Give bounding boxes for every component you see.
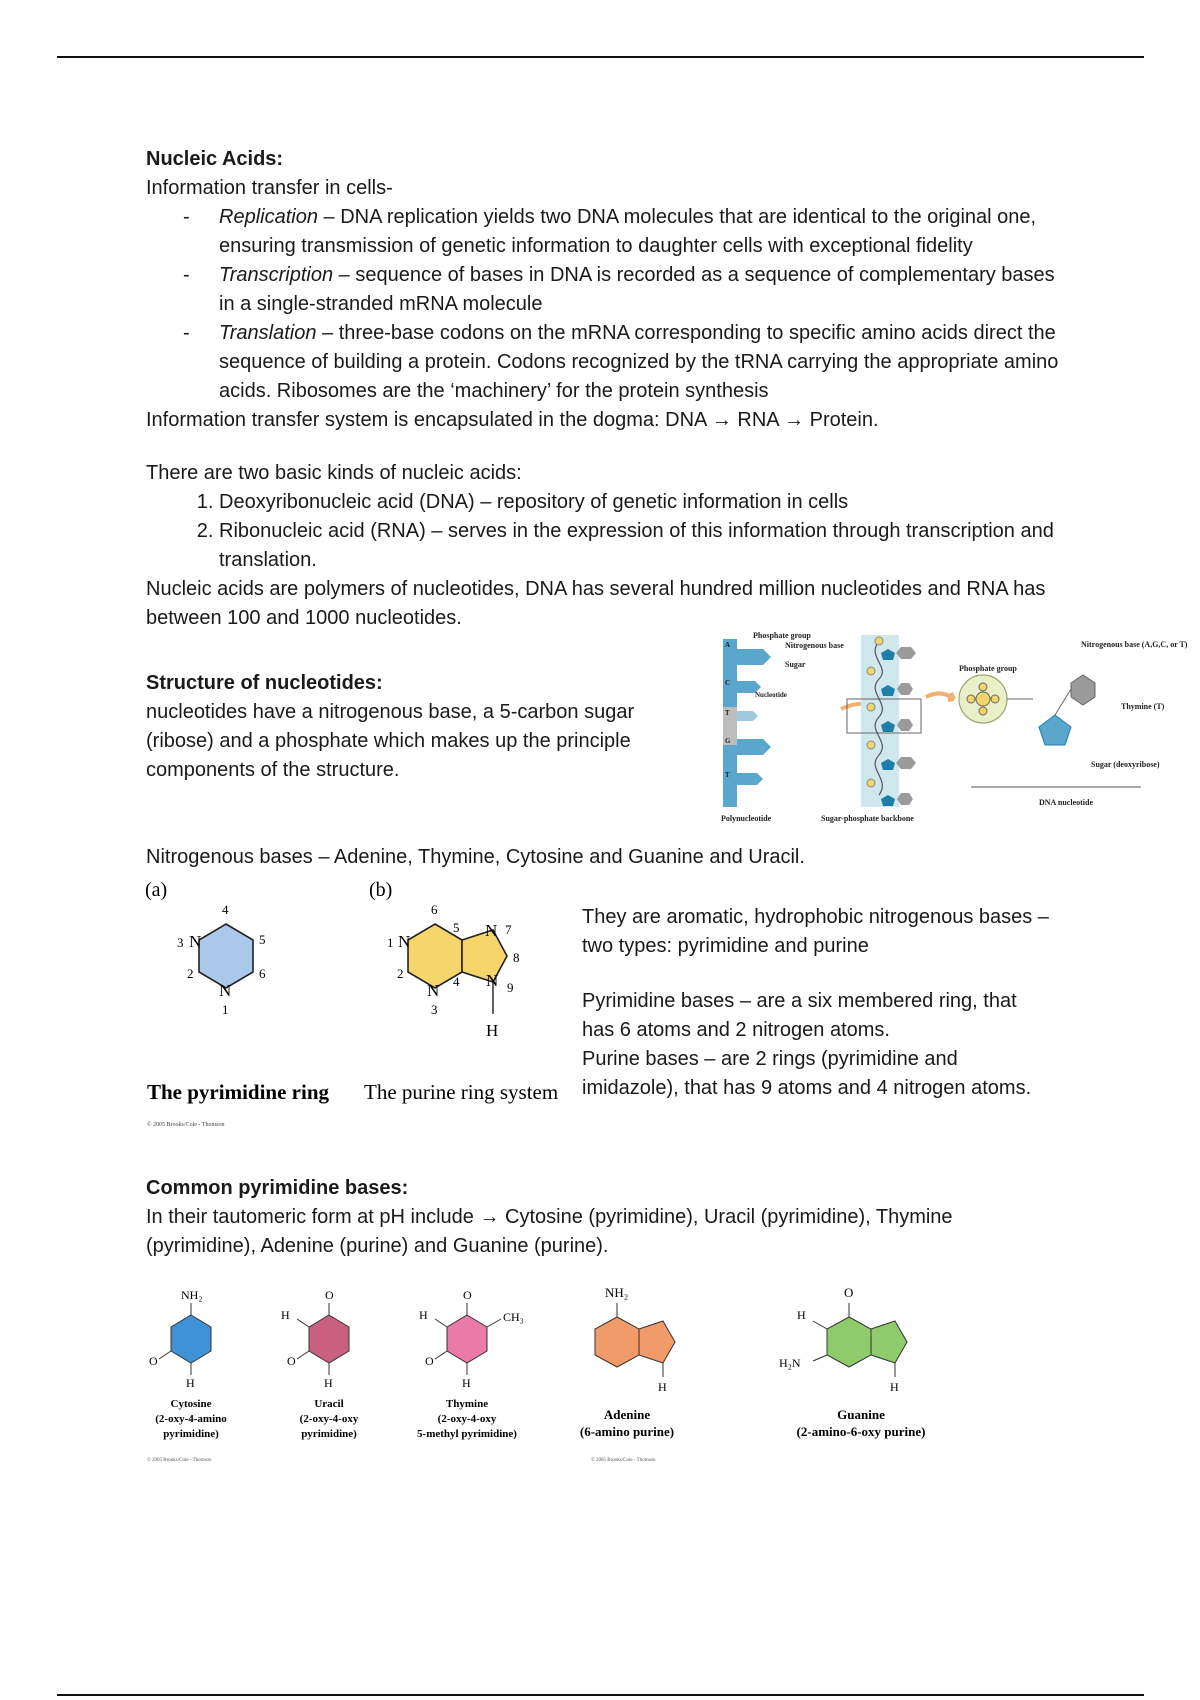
kinds-list [146, 488, 1066, 575]
thymine-detail [1071, 675, 1095, 705]
adenine-h: H [658, 1380, 667, 1394]
adenine-structure [595, 1285, 675, 1394]
uracil-name: Uracil [314, 1398, 344, 1410]
pyr-num: 1 [222, 1002, 229, 1017]
list-item: 1. Deoxyribonucleic acid (DNA) – repository of genetic information in cells [219, 488, 1066, 517]
purine-caption: The purine ring system [364, 1080, 559, 1104]
common-bases-figure [141, 1279, 1001, 1484]
pur-num: 8 [513, 950, 520, 965]
nucleotide-figure [721, 627, 1188, 827]
uracil-structure [281, 1288, 349, 1390]
transcription-text: – sequence of bases in DNA is recorded as a sequence of complementary bases in a single-stranded mRNA molecule [219, 264, 1055, 315]
structure-text: nucleotides have a nitrogenous base, a 5-carbon sugar (ribose) and a phosphate which makes up the principle components of the structure. [146, 701, 635, 781]
label-nitrogenous-right: Nitrogenous base (A,G,C, or T) [1081, 640, 1188, 649]
label-a: (a) [145, 879, 168, 901]
pur-num: 7 [505, 922, 512, 937]
bases-credit-2: © 2005 Brooks/Cole - Thomson [591, 1458, 656, 1463]
label-sugar-right: Sugar (deoxyribose) [1091, 760, 1160, 769]
list-item [219, 203, 1066, 261]
thymine-desc: (2-oxy-4-oxy [437, 1413, 497, 1425]
bottom-rule [57, 1694, 1144, 1696]
uracil-o: O [325, 1288, 334, 1302]
bases-credit: © 2005 Brooks/Cole - Thomson [147, 1458, 212, 1463]
kinds-intro: There are two basic kinds of nucleic acids: [146, 462, 522, 484]
base-letter: C [725, 679, 731, 687]
guanine-h2n: H₂N [779, 1356, 801, 1370]
list-item [219, 261, 1066, 319]
deoxyribose-detail [1039, 715, 1071, 745]
pur-n7: N [485, 921, 498, 940]
cytosine-nh2: NH₂ [181, 1288, 203, 1302]
nitrogenous-bases-heading: Nitrogenous bases – Adenine, Thymine, Cytosine and Guanine and Uracil. [146, 846, 805, 868]
nucleic-acids-heading: Nucleic Acids: [146, 148, 284, 170]
pyr-num: 2 [187, 966, 194, 981]
pur-n1: N [398, 932, 411, 951]
pyr-n1: N [219, 981, 232, 1000]
term-transcription: Transcription [219, 264, 334, 286]
uracil-h: H [281, 1308, 290, 1322]
label-nitrogenous-base: Nitrogenous base [785, 641, 844, 650]
label-b: (b) [369, 879, 393, 901]
thymine-name: Thymine [445, 1398, 489, 1410]
rings-text [582, 903, 1052, 1103]
cytosine-name: Cytosine [170, 1398, 212, 1410]
pyr-num: 5 [259, 932, 266, 947]
guanine-h2: H [890, 1380, 899, 1394]
list-item [219, 319, 1066, 406]
cytosine-desc2: pyrimidine) [163, 1428, 219, 1440]
common-bases-heading: Common pyrimidine bases: [146, 1177, 409, 1199]
pyrimidine-bases-text: Pyrimidine bases – are a six membered ring, that has 6 atoms and 2 nitrogen atoms. [582, 990, 1017, 1041]
structure-section [146, 631, 1188, 843]
label-polynucleotide: Polynucleotide [721, 814, 772, 823]
pur-h: H [486, 1021, 499, 1040]
cytosine-o: O [149, 1354, 158, 1368]
translation-text: – three-base codons on the mRNA corresponding to specific amino acids direct the sequence of building a protein. Codons recognized by the tRNA carrying the appropriate amino acids. Ribosomes are the ‘machinery’ for the protein synthesis [219, 322, 1059, 402]
uracil-o2: O [287, 1354, 296, 1368]
adenine-name: Adenine [603, 1407, 651, 1422]
thymine-h2: H [462, 1376, 471, 1390]
cytosine-h: H [186, 1376, 195, 1390]
thymine-ch3: CH₃ [503, 1310, 524, 1324]
guanine-o: O [844, 1285, 854, 1300]
list-item: 2. Ribonucleic acid (RNA) – serves in the expression of this information through transcription and translation. [219, 517, 1066, 575]
process-list [146, 203, 1066, 406]
aromatic-text: They are aromatic, hydrophobic nitrogenous bases – two types: pyrimidine and purine [582, 906, 1049, 957]
term-replication: Replication [219, 206, 318, 228]
uracil-h2: H [324, 1376, 333, 1390]
structure-heading: Structure of nucleotides: [146, 672, 383, 694]
guanine-structure [779, 1285, 907, 1394]
base-letter: T [725, 771, 730, 779]
pyrimidine-ring [199, 924, 253, 988]
pur-n9: N [486, 971, 499, 990]
adenine-nh2: NH₂ [605, 1285, 629, 1300]
pur-num: 4 [453, 974, 460, 989]
thymine-desc2: 5-methyl pyrimidine) [417, 1428, 517, 1440]
label-sugar: Sugar [785, 660, 806, 669]
pur-num: 6 [431, 902, 438, 917]
pyr-num: 3 [177, 935, 184, 950]
guanine-name: Guanine [837, 1407, 885, 1422]
pyr-n3: N [189, 932, 202, 951]
thymine-o: O [463, 1288, 472, 1302]
dogma-text: Information transfer system is encapsulated in the dogma: DNA → RNA → Protein. [146, 409, 879, 431]
thymine-h: H [419, 1308, 428, 1322]
cytosine-desc: (2-oxy-4-amino [155, 1413, 227, 1425]
base-letter: G [725, 737, 731, 745]
label-nucleotide: Nucleotide [755, 691, 787, 699]
pur-num: 9 [507, 980, 514, 995]
rings-section [146, 872, 1066, 1142]
polymers-text: Nucleic acids are polymers of nucleotides, DNA has several hundred million nucleotides and RNA has between 100 and 1000 nucleotides. [146, 578, 1046, 629]
rings-credit: © 2005 Brooks/Cole - Thomson [147, 1122, 225, 1128]
cytosine-structure [149, 1288, 211, 1390]
purine-bases-text: Purine bases – are 2 rings (pyrimidine and imidazole), that has 9 atoms and 4 nitrogen atoms. [582, 1048, 1032, 1099]
rings-figure [141, 874, 581, 1139]
replication-text: – DNA replication yields two DNA molecules that are identical to the original one, ensuring transmission of genetic information to daughter cells with exceptional fidelity [219, 206, 1037, 257]
backbone-column [861, 635, 899, 807]
label-phosphate-right: Phosphate group [959, 664, 1017, 673]
info-transfer-intro: Information transfer in cells- [146, 177, 393, 199]
guanine-h: H [797, 1308, 806, 1322]
label-phosphate-group: Phosphate group [753, 631, 811, 640]
label-thymine: Thymine (T) [1121, 702, 1165, 711]
top-rule [57, 56, 1144, 58]
uracil-desc2: pyrimidine) [301, 1428, 357, 1440]
pur-num: 3 [431, 1002, 438, 1017]
pur-num: 1 [387, 935, 394, 950]
term-translation: Translation [219, 322, 317, 344]
common-bases-text: In their tautomeric form at pH include → Cytosine (pyrimidine), Uracil (pyrimidine), Thymine (pyrimidine), Adenine (purine) and Guanine (purine). [146, 1206, 953, 1257]
thymine-o2: O [425, 1354, 434, 1368]
label-backbone: Sugar-phosphate backbone [821, 814, 914, 823]
base-letter: A [725, 641, 731, 649]
adenine-desc: (6-amino purine) [579, 1424, 675, 1439]
pyr-num: 6 [259, 966, 266, 981]
guanine-desc: (2-amino-6-oxy purine) [796, 1424, 926, 1439]
label-dna-nucleotide: DNA nucleotide [1039, 798, 1093, 807]
base-letter: T [725, 709, 730, 717]
uracil-desc: (2-oxy-4-oxy [299, 1413, 359, 1425]
pur-num: 2 [397, 966, 404, 981]
pyrimidine-caption: The pyrimidine ring [147, 1080, 330, 1104]
pur-n3: N [427, 981, 440, 1000]
pyr-num: 4 [222, 902, 229, 917]
pur-num: 5 [453, 920, 460, 935]
document-page [145, 145, 1188, 1493]
thymine-structure [419, 1288, 524, 1390]
